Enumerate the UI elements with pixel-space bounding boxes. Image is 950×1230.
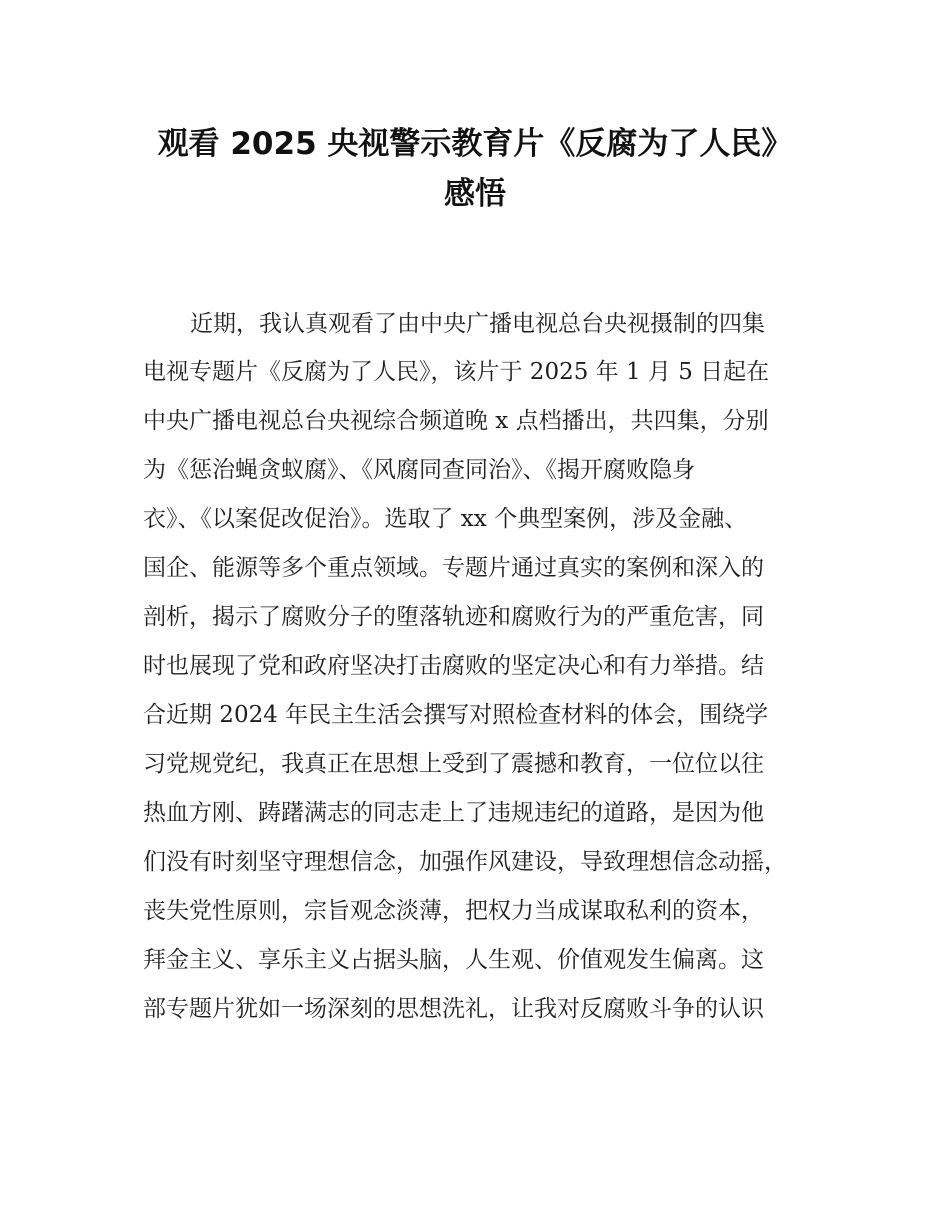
body-line-14: 拜金主义、享乐主义占据头脑，人生观、价值观发生偏离。这 bbox=[143, 947, 764, 973]
body-line-8: 时也展现了党和政府坚决打击腐败的坚定决心和有力举措。结 bbox=[143, 653, 764, 679]
body-line-7: 剖析，揭示了腐败分子的堕落轨迹和腐败行为的严重危害，同 bbox=[143, 604, 764, 630]
body-line-3: 中央广播电视总台央视综合频道晚 x 点档播出，共四集，分别 bbox=[143, 408, 769, 434]
body-line-1: 近期，我认真观看了由中央广播电视总台央视摄制的四集 bbox=[190, 311, 765, 337]
body-line-2: 电视专题片《反腐为了人民》，该片于 2025 年 1 月 5 日起在 bbox=[143, 359, 770, 385]
body-line-13: 丧失党性原则，宗旨观念淡薄，把权力当成谋取私利的资本， bbox=[143, 898, 764, 924]
body-line-4: 为《惩治蝇贪蚁腐》、《风腐同查同治》、《揭开腐败隐身 bbox=[143, 457, 695, 483]
body-line-15: 部专题片犹如一场深刻的思想洗礼，让我对反腐败斗争的认识 bbox=[143, 996, 764, 1022]
body-line-12: 们没有时刻坚守理想信念，加强作风建设，导致理想信念动摇， bbox=[143, 849, 787, 875]
body-line-9: 合近期 2024 年民主生活会撰写对照检查材料的体会，围绕学 bbox=[143, 702, 769, 728]
body-line-11: 热血方刚、踌躇满志的同志走上了违规违纪的道路，是因为他 bbox=[143, 800, 764, 826]
body-line-10: 习党规党纪，我真正在思想上受到了震撼和教育，一位位以往 bbox=[143, 751, 764, 777]
body-line-6: 国企、能源等多个重点领域。专题片通过真实的案例和深入的 bbox=[143, 555, 764, 581]
body-line-5: 衣》、《以案促改促治》。选取了 xx 个典型案例，涉及金融、 bbox=[143, 506, 748, 532]
document-title-line-2: 感悟 bbox=[444, 176, 506, 212]
document-title-line-1: 观看 2025 央视警示教育片《反腐为了人民》 bbox=[157, 126, 793, 162]
